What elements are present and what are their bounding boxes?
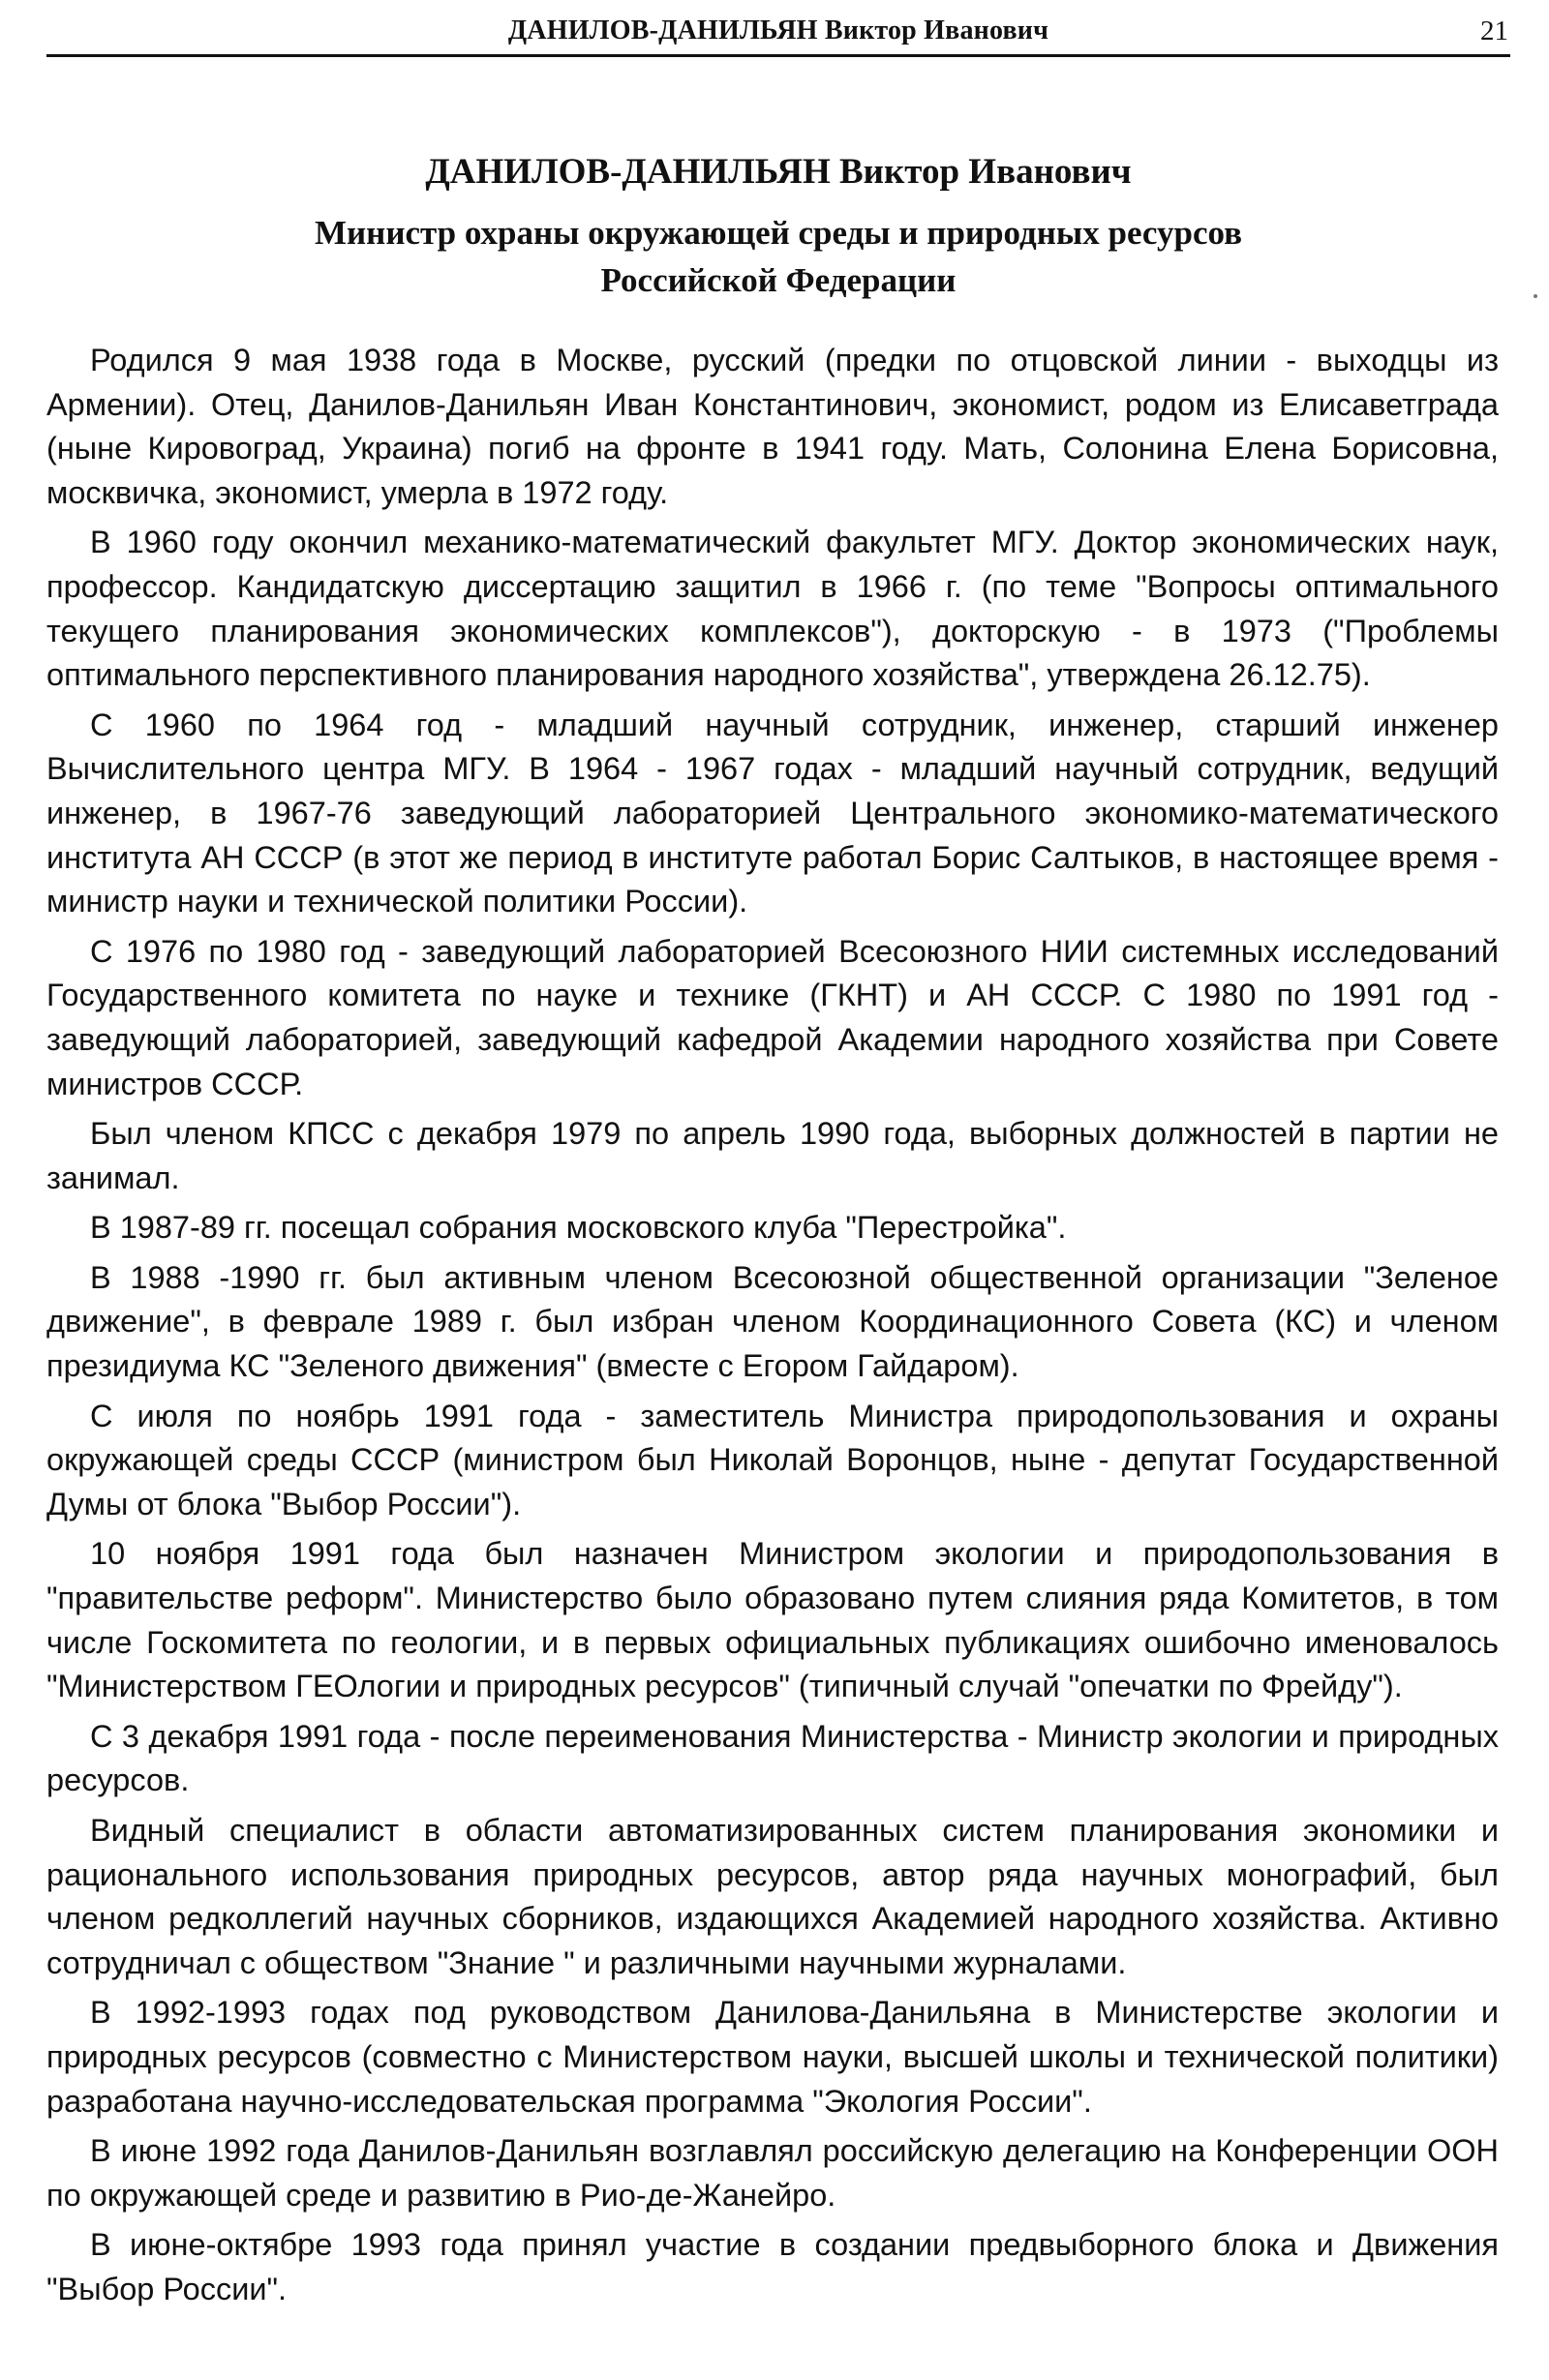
paragraph-green-movement: В 1988 -1990 гг. был активным членом Всесоюзной общественной организации "Зеленое движение", в феврале 1989 г. был избран членом Координационного Совета (КС) и членом президиума КС "Зеленого движения" (вместе с Егором Гайдаром).: [46, 1259, 1499, 1384]
page-number: 21: [1480, 15, 1508, 46]
position-title-line-1: Министр охраны окружающей среды и природных ресурсов: [314, 214, 1243, 252]
running-header: [46, 14, 1510, 57]
paragraph-minister-appointment: 10 ноября 1991 года был назначен Министром экологии и природопользования в "правительстве реформ". Министерство было образовано путем слияния ряда Комитетов, в том числе Госкомитета по геологии, и в первых официальных публикациях ошибочно именовалось "Министерством ГЕОлогии и природных ресурсов" (типичный случай "опечатки по Фрейду").: [46, 1536, 1499, 1704]
biography-text: [46, 339, 1499, 2318]
running-title: ДАНИЛОВ-ДАНИЛЬЯН Виктор Иванович: [507, 15, 1049, 45]
paragraph-career-1976: С 1976 по 1980 год - заведующий лабораторией Всесоюзного НИИ системных исследований Государственного комитета по науке и технике (ГКНТ) и АН СССР. С 1980 по 1991 год - заведующий лабораторией, заведующий кафедрой Академии народного хозяйства при Совете министров СССР.: [46, 933, 1499, 1101]
paragraph-expertise: Видный специалист в области автоматизированных систем планирования экономики и рационального использования природных ресурсов, автор ряда научных монографий, был членом редколлегий научных сборников, издающихся Академией народного хозяйства. Активно сотрудничал с обществом "Знание " и различными научными журналами.: [46, 1813, 1499, 1980]
paragraph-club: В 1987-89 гг. посещал собрания московского клуба "Перестройка".: [90, 1210, 1067, 1246]
paragraph-renaming: С 3 декабря 1991 года - после переименования Министерства - Министр экологии и природных ресурсов.: [46, 1718, 1499, 1798]
paragraph-deputy-minister: С июля по ноябрь 1991 года - заместитель Министра природопользования и охраны окружающей среды СССР (министром был Николай Воронцов, ныне - депутат Государственной Думы от блока "Выбор России").: [46, 1398, 1499, 1521]
paragraph-program: В 1992-1993 годах под руководством Данилова-Данильяна в Министерстве экологии и природных ресурсов (совместно с Министерством науки, высшей школы и технической политики) разработана научно-исследовательская программа "Экология России".: [46, 1995, 1499, 2119]
paragraph-rio: В июне 1992 года Данилов-Данильян возглавлял российскую делегацию на Конференции ООН по окружающей среде и развитию в Рио-де-Жанейро.: [46, 2133, 1499, 2213]
paragraph-birth: Родился 9 мая 1938 года в Москве, русский (предки по отцовской линии - выходцы из Армении). Отец, Данилов-Данильян Иван Константинович, экономист, родом из Елисаветграда (ныне Кировоград, Украина) погиб на фронте в 1941 году. Мать, Солонина Елена Борисовна, москвичка, экономист, умерла в 1972 году.: [46, 343, 1499, 510]
scan-speck: [1534, 294, 1537, 298]
paragraph-election-bloc: В июне-октябре 1993 года принял участие в создании предвыборного блока и Движения "Выбор России".: [46, 2227, 1499, 2306]
paragraph-education: В 1960 году окончил механико-математический факультет МГУ. Доктор экономических наук, профессор. Кандидатскую диссертацию защитил в 1966 г. (по теме "Вопросы оптимального текущего планирования экономических комплексов"), докторскую - в 1973 ("Проблемы оптимального перспективного планирования народного хозяйства", утверждена 26.12.75).: [46, 525, 1499, 693]
paragraph-party: Был членом КПСС с декабря 1979 по апрель 1990 года, выборных должностей в партии не занимал.: [46, 1116, 1499, 1195]
position-title-line-2: Российской Федерации: [600, 261, 957, 299]
person-name: ДАНИЛОВ-ДАНИЛЬЯН Виктор Иванович: [425, 152, 1132, 192]
paragraph-career-1960: С 1960 по 1964 год - младший научный сотрудник, инженер, старший инженер Вычислительного центра МГУ. В 1964 - 1967 годах - младший научный сотрудник, ведущий инженер, в 1967-76 заведующий лабораторией Центрального экономико-математического института АН СССР (в этот же период в институте работал Борис Салтыков, в настоящее время - министр науки и технической политики России).: [46, 707, 1499, 919]
